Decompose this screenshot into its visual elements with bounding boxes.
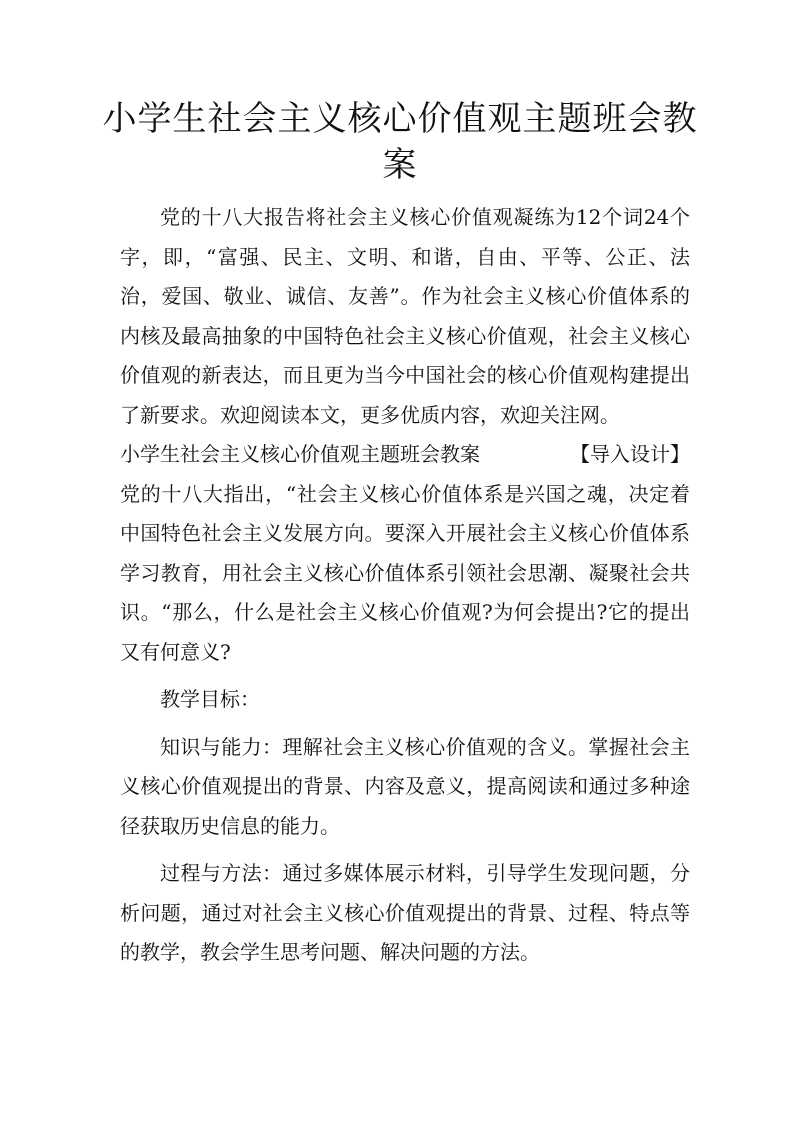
section-tag: 【导入设计】 <box>570 442 690 466</box>
document-body <box>120 198 690 973</box>
process-paragraph: 过程与方法：通过多媒体展示材料，引导学生发现问题，分析问题，通过对社会主义核心价值观提出的背景、过程、特点等的教学，教会学生思考问题、解决问题的方法。 <box>120 861 690 964</box>
lesson-subtitle: 小学生社会主义核心价值观主题班会教案 <box>120 442 480 466</box>
document-title: 小学生社会主义核心价值观主题班会教案 <box>102 99 698 185</box>
goals-heading: 教学目标： <box>160 687 260 711</box>
import-paragraph: 党的十八大指出，“社会主义核心价值体系是兴国之魂，决定着中国特色社会主义发展方向。要深入开展社会主义核心价值体系学习教育，用社会主义核心价值体系引领社会思潮、凝聚社会共识。“那么，什么是社会主义核心价值观?为何会提出?它的提出又有何意义? <box>120 481 690 664</box>
intro-paragraph: 党的十八大报告将社会主义核心价值观凝练为12个词24个字，即，“富强、民主、文明、和谐，自由、平等、公正、法治，爱国、敬业、诚信、友善”。作为社会主义核心价值体系的内核及最高抽象的中国特色社会主义核心价值观，社会主义核心价值观的新表达，而且更为当今中国社会的核心价值观构建提出了新要求。欢迎阅读本文，更多优质内容，欢迎关注网。 <box>120 205 690 427</box>
knowledge-paragraph: 知识与能力：理解社会主义核心价值观的含义。掌握社会主义核心价值观提出的背景、内容及意义，提高阅读和通过多种途径获取历史信息的能力。 <box>120 734 690 838</box>
section-heading-line <box>120 435 690 475</box>
